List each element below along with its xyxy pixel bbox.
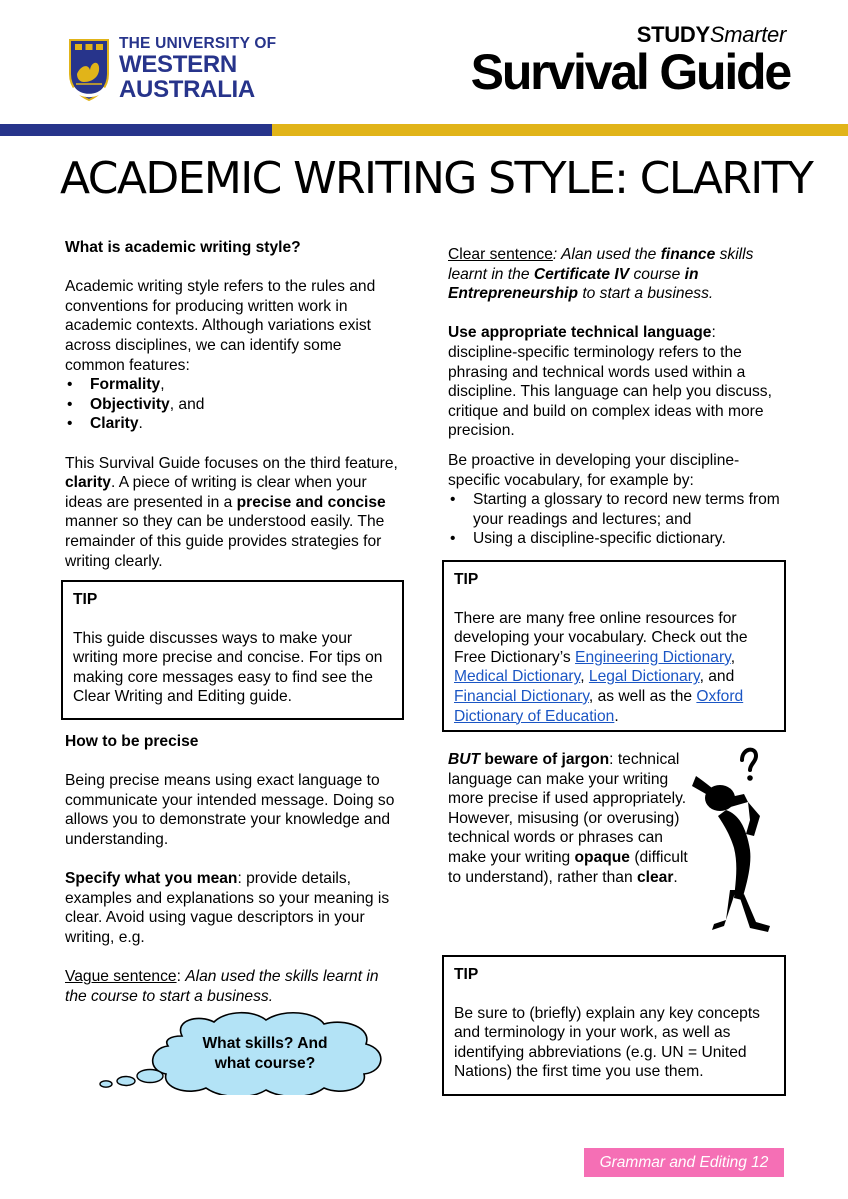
header-rule-blue xyxy=(0,124,272,136)
tip-body: Be sure to (briefly) explain any key concepts and terminology in your work, as well as identifying abbreviations (e.g. UN = United Nations) the first time you use them. xyxy=(454,1004,760,1081)
vocabulary-strategies-list xyxy=(448,490,788,549)
clear-sentence-example: Clear sentence: Alan used the finance skills learnt in the Certificate IV course in Entrepreneurship to start a business. xyxy=(448,246,754,303)
page-title: ACADEMIC WRITING STYLE: CLARITY xyxy=(60,153,813,204)
link-medical-dictionary[interactable]: Medical Dictionary xyxy=(454,668,581,686)
jargon-paragraph: BUT beware of jargon: technical language can make your writing more precise if used appropriately. However, misusing (or overusing) technical words or phrases can make your writing opaque (difficult to understand), rather than clear. xyxy=(448,751,688,886)
tip-body: There are many free online resources for developing your vocabulary. Check out the Free Dictionary’s Engineering Dictionary, Medical Dictionary, Legal Dictionary, and Financial Dictionary, as well as the Oxford Dictionary of Education. xyxy=(454,609,748,725)
heading-how-precise: How to be precise xyxy=(65,733,199,750)
thought-bubble-text: What skills? And what course? xyxy=(202,1035,328,1072)
confused-stick-figure-clipart xyxy=(690,740,800,940)
link-oxford-dictionary-of-education[interactable]: Oxford Dictionary of Education xyxy=(454,687,744,725)
tip-body: This guide discusses ways to make your writing more precise and concise. For tips on making core messages easy to find see the Clear Writing and Editing guide. xyxy=(73,629,383,706)
footer-page-label: Grammar and Editing 12 xyxy=(584,1148,784,1177)
intro-paragraph: Academic writing style refers to the rules and conventions for producing written work in academic contexts. Although variations exist across disciplines, we can identify some common features: xyxy=(65,278,376,374)
tip-box-explain-terminology xyxy=(442,955,786,1096)
features-list xyxy=(65,375,400,434)
technical-language-paragraph: Use appropriate technical language: discipline-specific terminology refers to the phrasing and technical words used within a discipline. This language can help you discuss, critique and build on complex ideas with more precision. xyxy=(448,324,772,440)
guide-title: Survival Guide xyxy=(470,44,790,100)
tip-heading: TIP xyxy=(73,591,98,608)
university-name-line-3: AUSTRALIA xyxy=(119,75,255,103)
specify-paragraph: Specify what you mean: provide details, examples and explanations so your meaning is clear. Avoid using vague descriptors in your writing, e.g. xyxy=(65,870,390,946)
link-financial-dictionary[interactable]: Financial Dictionary xyxy=(454,687,589,705)
left-column-text xyxy=(65,238,400,571)
link-legal-dictionary[interactable]: Legal Dictionary xyxy=(588,668,700,686)
list-item: • Using a discipline-specific dictionary. xyxy=(448,529,788,549)
header-rule-gold xyxy=(272,124,848,136)
list-item: • Objectivity, and xyxy=(65,395,400,415)
list-item: • Clarity. xyxy=(65,414,400,434)
tip-heading: TIP xyxy=(454,571,479,588)
precision-section xyxy=(65,732,400,1006)
university-name xyxy=(119,36,276,102)
tip-heading: TIP xyxy=(454,966,479,983)
university-name-line-2: WESTERN xyxy=(119,50,237,78)
heading-what-is: What is academic writing style? xyxy=(65,239,301,256)
series-name: STUDY xyxy=(636,22,710,47)
tip-box-clear-writing xyxy=(61,580,404,720)
link-engineering-dictionary[interactable]: Engineering Dictionary xyxy=(575,648,731,666)
university-crest-logo xyxy=(68,38,110,102)
list-item: • Formality, xyxy=(65,375,400,395)
series-name-italic: Smarter xyxy=(709,22,786,47)
university-name-line-1: THE UNIVERSITY OF xyxy=(119,35,277,52)
proactive-paragraph: Be proactive in developing your discipline-specific vocabulary, for example by: xyxy=(448,451,740,489)
vague-sentence-example: Vague sentence: Alan used the skills learnt in the course to start a business. xyxy=(65,968,379,1005)
right-column-text xyxy=(448,245,788,549)
list-item: • Starting a glossary to record new terms from your readings and lectures; and xyxy=(448,490,788,529)
tip-box-dictionaries xyxy=(442,560,786,732)
clarity-paragraph: This Survival Guide focuses on the third feature, clarity. A piece of writing is clear when your ideas are presented in a precise and concise manner so they can be understood easily. The remainder of this guide provides strategies for writing clearly. xyxy=(65,454,398,570)
precise-paragraph: Being precise means using exact language to communicate your intended message. Doing so allows you to demonstrate your knowledge and understanding. xyxy=(65,772,395,848)
